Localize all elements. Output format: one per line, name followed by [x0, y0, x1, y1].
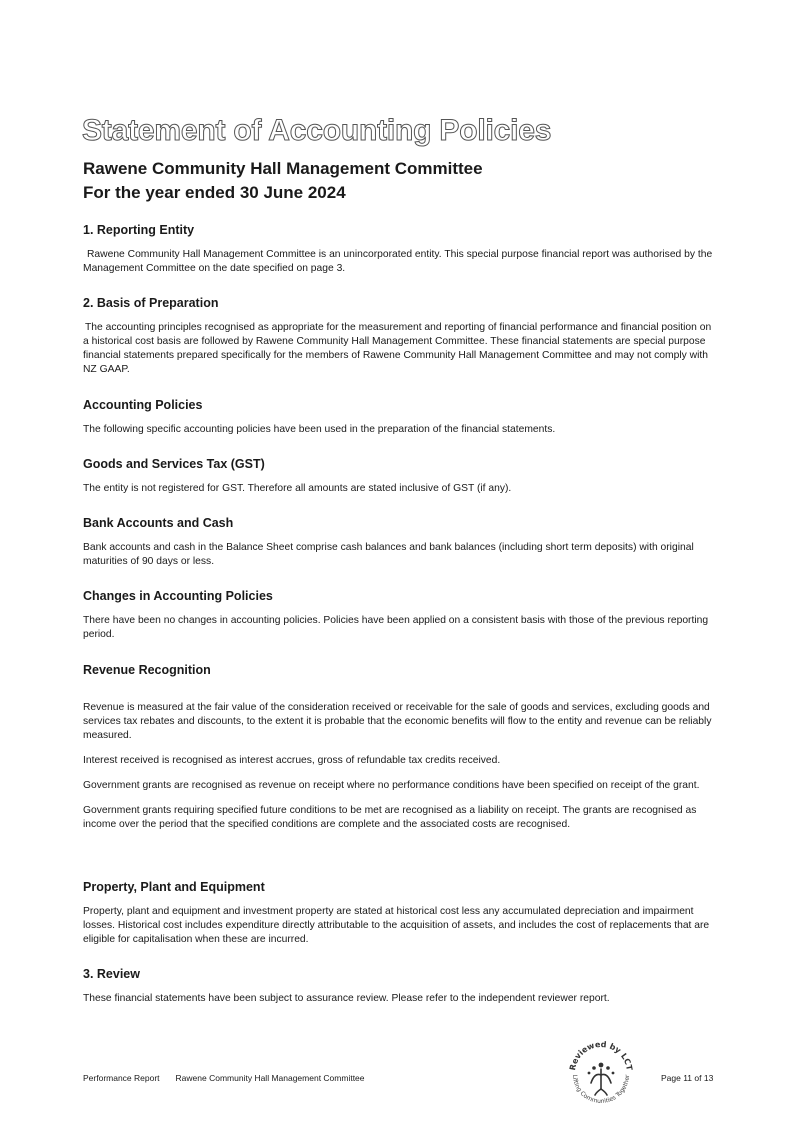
- footer-page-number: Page 11 of 13: [661, 1073, 714, 1083]
- footer-report-name: Performance Report: [83, 1073, 160, 1083]
- section-accounting-policies: [83, 398, 713, 437]
- section-heading: 1. Reporting Entity: [83, 223, 195, 237]
- section-paragraph: The entity is not registered for GST. Therefore all amounts are stated inclusive of GST (if any).: [83, 483, 512, 494]
- section-reporting-entity: [83, 223, 713, 276]
- section-changes-in-policies: [83, 589, 713, 642]
- section-paragraph: There have been no changes in accounting policies. Policies have been applied on a consistent basis with those of the previous reporting period.: [83, 615, 709, 640]
- section-heading: Revenue Recognition: [83, 663, 211, 677]
- reporting-period: For the year ended 30 June 2024: [83, 183, 346, 202]
- footer-left: [83, 1073, 365, 1083]
- organisation-name: Rawene Community Hall Management Committee: [83, 159, 483, 178]
- section-heading: Property, Plant and Equipment: [83, 880, 265, 894]
- section-basis-of-preparation: [83, 296, 713, 377]
- section-paragraph: Property, plant and equipment and investment property are stated at historical cost less any accumulated depreciation and impairment losses. Historical cost includes expenditure directly attributable to the acquisition of assets, and includes the cost of replacements that are eligible for capitalisation when these are incurred.: [83, 906, 710, 945]
- section-heading: 3. Review: [83, 967, 140, 981]
- section-paragraph: Bank accounts and cash in the Balance Sheet comprise cash balances and bank balances (including short term deposits) with original maturities of 90 days or less.: [83, 542, 694, 567]
- section-paragraph: Government grants are recognised as revenue on receipt where no performance conditions have been specified on receipt of the grant.: [83, 780, 700, 791]
- section-property-plant-equipment: [83, 880, 713, 947]
- section-heading: 2. Basis of Preparation: [83, 296, 219, 310]
- section-heading: Changes in Accounting Policies: [83, 589, 273, 603]
- section-bank-accounts: [83, 516, 713, 569]
- section-paragraph: Interest received is recognised as interest accrues, gross of refundable tax credits received.: [83, 755, 501, 766]
- section-paragraph: Government grants requiring specified future conditions to be met are recognised as a liability on receipt. The grants are recognised as income over the period that the specified conditions are complete and the associated costs are recognised.: [83, 805, 697, 830]
- section-heading: Goods and Services Tax (GST): [83, 457, 265, 471]
- footer-organisation: Rawene Community Hall Management Committee: [175, 1073, 365, 1083]
- section-paragraph: These financial statements have been subject to assurance review. Please refer to the independent reviewer report.: [83, 993, 610, 1004]
- reviewed-seal-icon: [565, 1035, 637, 1107]
- section-review: [83, 967, 713, 1006]
- section-revenue-recognition: [83, 663, 713, 832]
- seal-text-bottom: Lifting Communities Together: [570, 1074, 632, 1106]
- section-paragraph: Rawene Community Hall Management Committee is an unincorporated entity. This special purpose financial report was authorised by the Management Committee on the date specified on page 3.: [83, 249, 713, 274]
- section-heading: Bank Accounts and Cash: [83, 516, 234, 530]
- section-paragraph: Revenue is measured at the fair value of the consideration received or receivable for the sale of goods and services, excluding goods and services tax rebates and discounts, to the extent it is probable that the economic benefits will flow to the entity and revenue can be reliably measured.: [83, 702, 712, 741]
- section-gst: [83, 457, 713, 496]
- section-paragraph: The accounting principles recognised as appropriate for the measurement and reporting of financial performance and financial position on a historical cost basis are followed by Rawene Community Hall Management Committee. These financial statements are special purpose financial statements prepared specifically for the members of Rawene Community Hall Management Committee and may not comply with NZ GAAP.: [83, 322, 712, 375]
- page-title: Statement of Accounting Policies: [82, 114, 552, 147]
- seal-text-top: Reviewed by LCT: [568, 1039, 634, 1072]
- section-paragraph: The following specific accounting policies have been used in the preparation of the financial statements.: [83, 424, 556, 435]
- section-heading: Accounting Policies: [83, 398, 203, 412]
